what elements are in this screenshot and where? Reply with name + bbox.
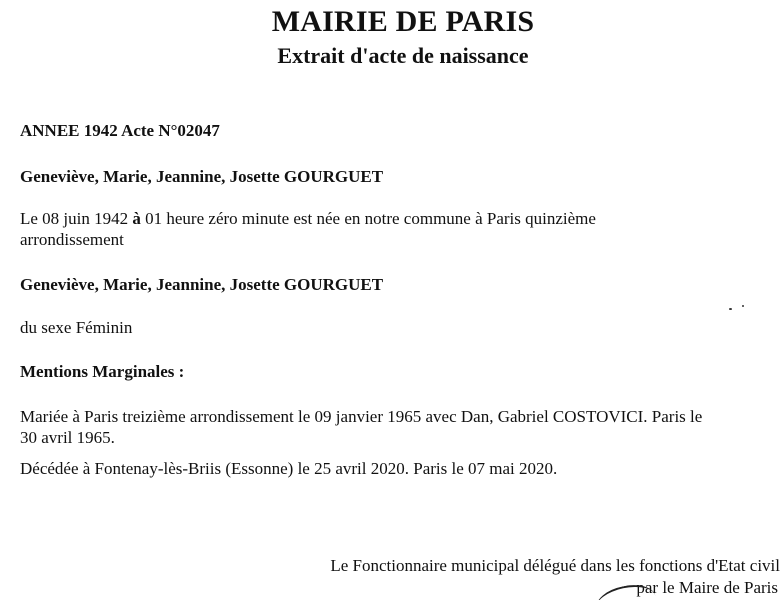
person-full-name: Geneviève, Marie, Jeannine, Josette GOURGUET xyxy=(20,167,384,186)
document-header xyxy=(0,4,780,70)
person-full-name-repeat: Geneviève, Marie, Jeannine, Josette GOURGUET xyxy=(20,275,384,294)
birth-statement-text-b: à xyxy=(132,209,141,228)
signature-title-line-2: par le Maire de Paris xyxy=(636,578,778,597)
signature-title-line-1: Le Fonctionnaire municipal délégué dans les fonctions d'Etat civil xyxy=(330,556,780,575)
marriage-mention-line-2: 30 avril 1965. xyxy=(20,428,115,447)
sex-statement: du sexe Féminin xyxy=(20,318,133,337)
act-year-number: ANNEE 1942 Acte N°02047 xyxy=(20,121,220,140)
death-mention: Décédée à Fontenay-lès-Briis (Essonne) le 25 avril 2020. Paris le 07 mai 2020. xyxy=(20,459,558,478)
birth-statement-line-2: arrondissement xyxy=(20,230,124,249)
birth-statement-text-a: Le 08 juin 1942 xyxy=(20,209,133,228)
page-subtitle: Extrait d'acte de naissance xyxy=(277,43,529,68)
birth-statement-text-c: 01 heure zéro minute est née en notre commune à Paris quinzième xyxy=(140,209,596,228)
birth-statement-line-1 xyxy=(20,208,596,229)
mentions-heading: Mentions Marginales : xyxy=(20,362,185,381)
page-title: MAIRIE DE PARIS xyxy=(271,5,535,38)
marriage-mention-line-1: Mariée à Paris treizième arrondissement le 09 janvier 1965 avec Dan, Gabriel COSTOVICI. Paris le xyxy=(20,407,703,426)
ink-speck xyxy=(729,308,732,310)
ink-speck xyxy=(742,305,744,307)
